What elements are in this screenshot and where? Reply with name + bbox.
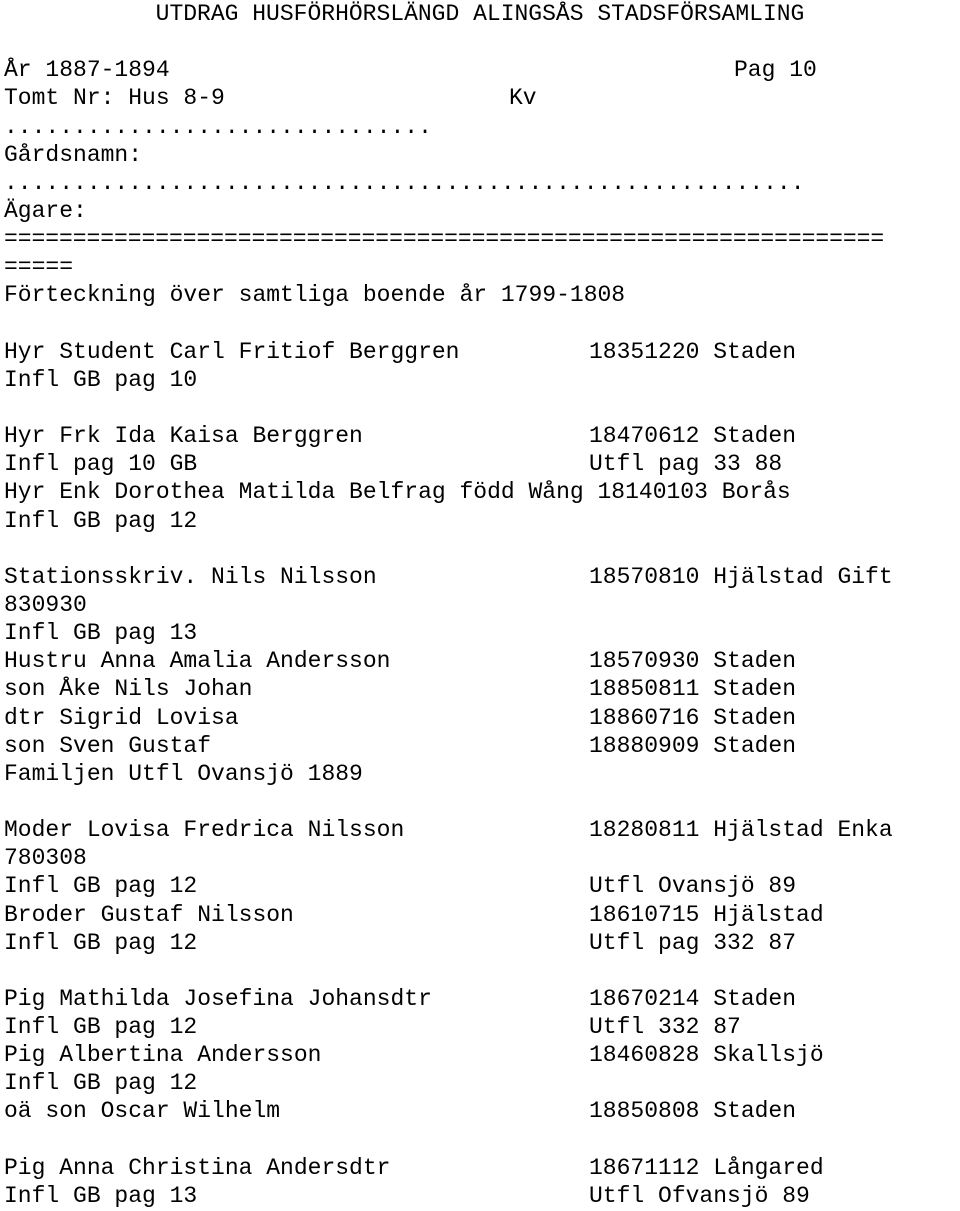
entry-info: 18470612 Staden (589, 423, 797, 450)
entry-line (4, 816, 960, 844)
blank-line (4, 535, 960, 563)
entry-line (4, 507, 960, 535)
entry-name: Infl GB pag 12 (4, 929, 198, 956)
entry-name: 830930 (4, 591, 87, 618)
entry-name: son Åke Nils Johan (4, 676, 253, 703)
entry-info: 18670214 Staden (589, 985, 797, 1012)
page-number: Pag 10 (734, 57, 817, 84)
entry-name: Hyr Frk Ida Kaisa Berggren (4, 423, 363, 450)
entry-line (4, 985, 960, 1013)
entry-name: Infl GB pag 12 (4, 873, 198, 900)
entry-line (4, 422, 960, 450)
intro-line: Förteckning över samtliga boende år 1799-1808 (4, 282, 626, 309)
entry-line (4, 929, 960, 957)
entry-name: Infl GB pag 13 (4, 620, 198, 647)
entry-name: son Sven Gustaf (4, 732, 212, 759)
entry-name: Familjen Utfl Ovansjö 1889 (4, 760, 363, 787)
entry-name: Pig Mathilda Josefina Johansdtr (4, 985, 432, 1012)
entry-line (4, 563, 960, 591)
entry-name: Infl GB pag 13 (4, 1182, 198, 1209)
document-title: UTDRAG HUSFÖRHÖRSLÄNGD ALINGSÅS STADSFÖRSAMLING (155, 1, 805, 27)
entry-line (4, 675, 960, 703)
dotted-line: .......................................................... (4, 169, 805, 196)
year-range: År 1887-1894 (4, 57, 170, 84)
entry-name: 780308 (4, 845, 87, 872)
entry-line (4, 450, 960, 478)
tomt-number: Tomt Nr: Hus 8-9 (4, 85, 225, 112)
separator-rule-end: ===== (4, 254, 74, 281)
year-line (4, 56, 960, 84)
entry-name: Broder Gustaf Nilsson (4, 901, 294, 928)
entry-name: oä son Oscar Wilhelm (4, 1098, 281, 1125)
separator-rule: ================================================================ (4, 226, 885, 253)
entry-info: 18850811 Staden (589, 676, 797, 703)
entry-line (4, 1154, 960, 1182)
entry-info: 18351220 Staden (589, 338, 797, 365)
entry-line (4, 732, 960, 760)
entry-line (4, 619, 960, 647)
entry-name: Infl GB pag 12 (4, 507, 198, 534)
entry-line (4, 647, 960, 675)
entry-info: Utfl Ovansjö 89 (589, 873, 797, 900)
blank-line (4, 394, 960, 422)
entry-line (4, 1041, 960, 1069)
entry-line (4, 704, 960, 732)
entry-line (4, 1097, 960, 1125)
entry-line (4, 1069, 960, 1097)
entry-info: 18460828 Skallsjö (589, 1042, 824, 1069)
entry-info: 18880909 Staden (589, 732, 797, 759)
blank-line (4, 28, 960, 56)
entry-line (4, 844, 960, 872)
entry-name: Pig Albertina Andersson (4, 1042, 322, 1069)
entry-line (4, 872, 960, 900)
entry-name: Moder Lovisa Fredrica Nilsson (4, 817, 405, 844)
blank-line (4, 788, 960, 816)
entry-info: 18671112 Långared (589, 1154, 824, 1181)
blank-line (4, 1126, 960, 1154)
blank-line (4, 957, 960, 985)
entry-info: 18610715 Hjälstad (589, 901, 824, 928)
entry-line (4, 338, 960, 366)
entry-line (4, 591, 960, 619)
gardsnamn-label: Gårdsnamn: (4, 141, 143, 168)
entry-line (4, 1013, 960, 1041)
document-page (4, 0, 960, 1210)
entry-name: Infl pag 10 GB (4, 451, 198, 478)
entry-info: 18570810 Hjälstad Gift (589, 563, 893, 590)
agare-label: Ägare: (4, 197, 87, 224)
entry-line (4, 366, 960, 394)
entry-name: Infl GB pag 10 (4, 366, 198, 393)
kv-label: Kv (509, 85, 537, 112)
entry-name: Infl GB pag 12 (4, 1014, 198, 1041)
entry-line (4, 478, 960, 506)
entry-name: Hyr Enk Dorothea Matilda Belfrag född Wång 18140103 Borås (4, 479, 791, 506)
entry-name: Hustru Anna Amalia Andersson (4, 648, 391, 675)
entry-info: 18570930 Staden (589, 648, 797, 675)
entry-name: Hyr Student Carl Fritiof Berggren (4, 338, 460, 365)
blank-line (4, 310, 960, 338)
entry-line (4, 760, 960, 788)
entry-info: Utfl pag 332 87 (589, 929, 797, 956)
entry-name: Pig Anna Christina Andersdtr (4, 1154, 391, 1181)
tomt-line (4, 84, 960, 112)
entry-info: Utfl pag 33 88 (589, 451, 783, 478)
entry-info: Utfl Ofvansjö 89 (589, 1182, 810, 1209)
entry-info: 18860716 Staden (589, 704, 797, 731)
entry-line (4, 901, 960, 929)
entry-info: Utfl 332 87 (589, 1014, 741, 1041)
entry-info: 18850808 Staden (589, 1098, 797, 1125)
dotted-line: ............................... (4, 113, 432, 140)
entry-name: Infl GB pag 12 (4, 1070, 198, 1097)
entry-line (4, 1182, 960, 1210)
entry-name: Stationsskriv. Nils Nilsson (4, 563, 377, 590)
entry-info: 18280811 Hjälstad Enka (589, 817, 893, 844)
entry-name: dtr Sigrid Lovisa (4, 704, 239, 731)
